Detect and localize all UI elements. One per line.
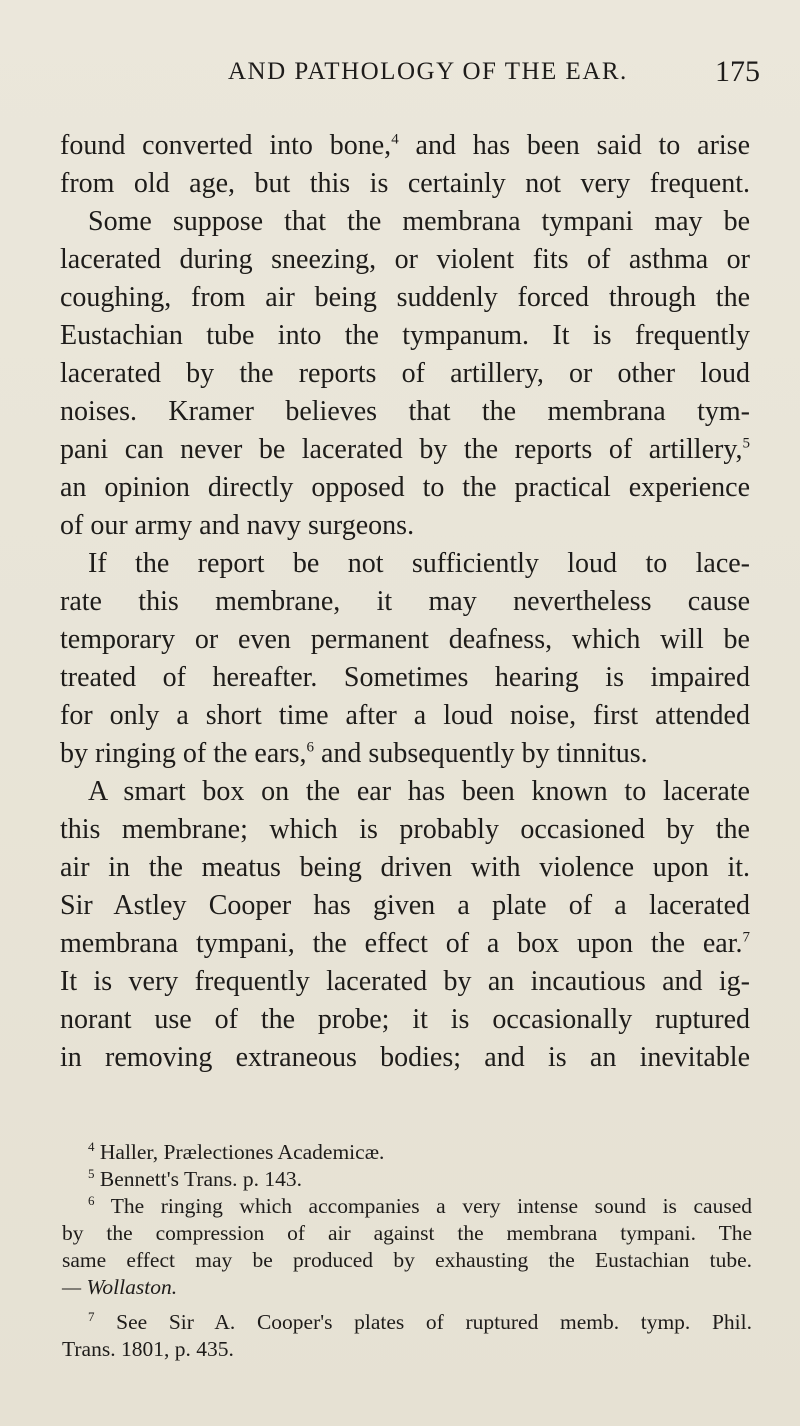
text-line: lacerated during sneezing, or violent fits of asthma or: [60, 244, 750, 275]
text-line: If the report be not sufficiently loud to lace-: [88, 548, 750, 579]
footnote-mark: 7: [88, 1308, 95, 1324]
text-line: for only a short time after a loud noise, first attended: [60, 700, 750, 731]
footnote-mark: 5: [88, 1165, 95, 1181]
text-line: lacerated by the reports of artillery, or other loud: [60, 358, 750, 389]
text-line: from old age, but this is certainly not very frequent.: [60, 168, 750, 199]
body-text: [60, 127, 750, 1077]
text-line: temporary or even permanent deafness, which will be: [60, 624, 750, 655]
text-line: this membrane; which is probably occasioned by the: [60, 814, 750, 845]
text-line: rate this membrane, it may nevertheless cause: [60, 586, 750, 617]
text-line: Sir Astley Cooper has given a plate of a lacerated: [60, 890, 750, 921]
footnote-5: $^5$ Bennett's Trans. p. 143.: [88, 1165, 303, 1191]
text-line: norant use of the probe; it is occasionally ruptured: [60, 1004, 750, 1035]
page-number: 175: [715, 55, 760, 88]
text-line: found converted into bone,$^4$ and has been said to arise: [60, 130, 750, 161]
text-line: in removing extraneous bodies; and is an inevitable: [60, 1042, 750, 1073]
footnote-7-line: Trans. 1801, p. 435.: [62, 1337, 234, 1361]
running-title: AND PATHOLOGY OF THE EAR.: [228, 58, 628, 85]
running-head: [0, 55, 800, 98]
footnote-ref-7: 7: [742, 929, 750, 946]
footnote-6-line: same effect may be produced by exhausting the Eustachian tube.: [62, 1248, 752, 1272]
text-line: air in the meatus being driven with violence upon it.: [60, 852, 750, 883]
footnote-7: $^7$ See Sir A. Cooper's plates of ruptured memb. tymp. Phil.: [88, 1308, 752, 1334]
text-line: pani can never be lacerated by the reports of artillery,$^5$: [60, 434, 750, 465]
text-line: noises. Kramer believes that the membrana tym-: [60, 396, 750, 427]
footnote-ref-6: 6: [306, 739, 314, 756]
text-line: Eustachian tube into the tympanum. It is frequently: [60, 320, 750, 351]
footnote-6: $^6$ The ringing which accompanies a very intense sound is caused: [88, 1192, 752, 1218]
text-line: an opinion directly opposed to the practical experience: [60, 472, 750, 503]
text-line: membrana tympani, the effect of a box upon the ear.$^7$: [60, 928, 750, 959]
text-line: Some suppose that the membrana tympani may be: [88, 206, 750, 237]
text-line: coughing, from air being suddenly forced through the: [60, 282, 750, 313]
footnotes: [62, 1139, 752, 1363]
text-line: It is very frequently lacerated by an incautious and ig-: [60, 966, 750, 997]
text-line: treated of hereafter. Sometimes hearing is impaired: [60, 662, 750, 693]
footnote-mark: 6: [88, 1192, 95, 1208]
text-line: by ringing of the ears,$^6$ and subsequently by tinnitus.: [60, 738, 648, 769]
footnote-6-line: by the compression of air against the membrana tympani. The: [62, 1221, 752, 1245]
footnote-mark: 4: [88, 1138, 95, 1154]
text-line: of our army and navy surgeons.: [60, 510, 415, 541]
text-line: A smart box on the ear has been known to lacerate: [88, 776, 750, 807]
footnote-4: $^4$ Haller, Prælectiones Academicæ.: [88, 1138, 385, 1164]
footnote-6-signature: — Wollaston.: [62, 1275, 178, 1299]
footnote-ref-4: 4: [391, 131, 399, 148]
footnote-ref-5: 5: [742, 435, 750, 452]
